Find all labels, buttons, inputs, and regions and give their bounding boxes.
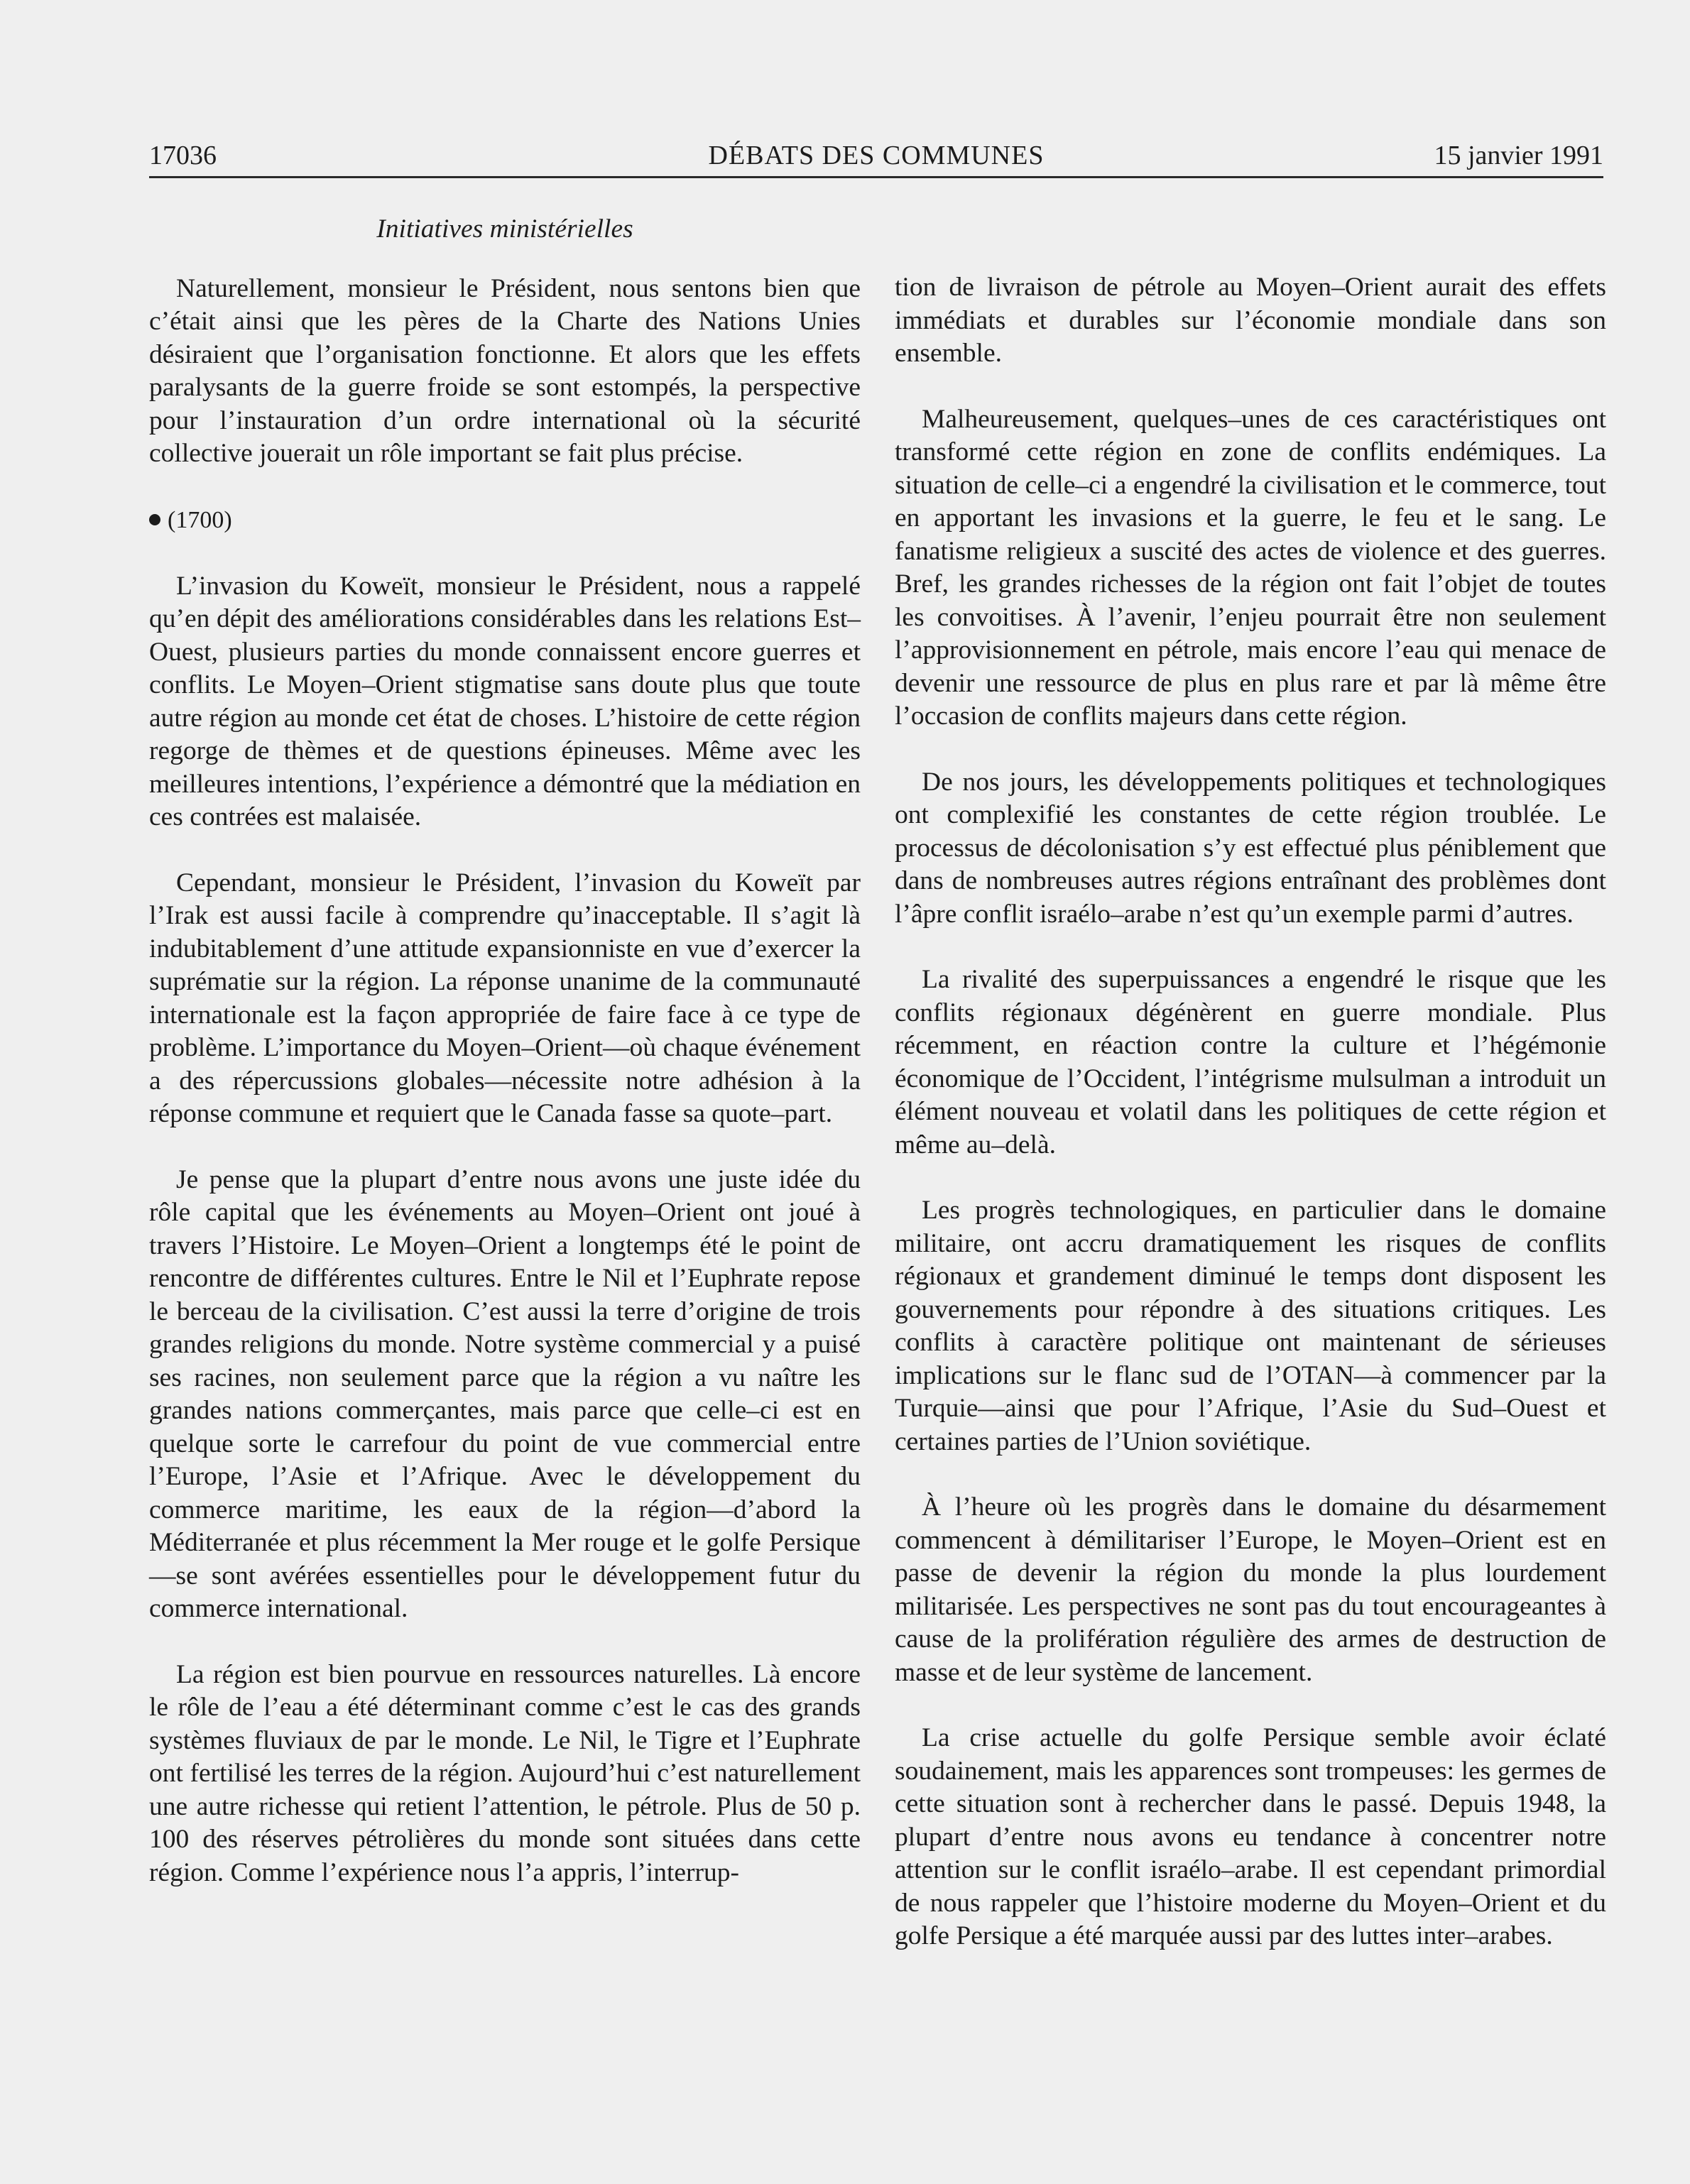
paragraph: Les progrès technologiques, en particulier dans le domaine militaire, ont accru dramatiquement les risques de conflits régionaux et grandement diminué le temps dont disposent les gouvernements pour répondre à des situations critiques. Les conflits à caractère politique ont maintenant de sérieuses implications sur le flanc sud de l’OTAN—à commencer par la Turquie—ainsi que pour l’Afrique, l’Asie du Sud–Ouest et certaines parties de l’Union soviétique.: [895, 1196, 1606, 1456]
page-header: [149, 139, 1603, 178]
page-number: 17036: [149, 141, 217, 170]
time-marker: [149, 503, 861, 537]
paragraph: tion de livraison de pétrole au Moyen–Orient aurait des effets immédiats et durables sur l’économie mondiale dans son ensemble.: [895, 273, 1606, 368]
paragraph: Je pense que la plupart d’entre nous avons une juste idée du rôle capital que les événements au Moyen–Orient ont joué à travers l’Histoire. Le Moyen–Orient a longtemps été le point de rencontre de différentes cultures. Entre le Nil et l’Euphrate repose le berceau de la civilisation. C’est aussi la terre d’origine de trois grandes religions du monde. Notre système commercial y a puisé ses racines, non seulement parce que la région a vu naître les grandes nations commerçantes, mais parce que celle–ci est en quelque sorte le carrefour du point de vue commercial entre l’Europe, l’Asie et l’Afrique. Avec le développement du commerce maritime, les eaux de la région—d’abord la Méditerranée et plus récemment la Mer rouge et le golfe Persique—se sont avérées essentielles pour le développement futur du commerce international.: [149, 1164, 861, 1623]
paragraph: Cependant, monsieur le Président, l’invasion du Koweït par l’Irak est aussi facile à comprendre qu’inacceptable. Il s’agit là indubitablement d’une attitude expansionniste en vue d’exercer la suprématie sur la région. La réponse unanime de la communauté internationale est la façon appropriée de faire face à ce type de problème. L’importance du Moyen–Orient—où chaque événement a des répercussions globales—nécessite notre adhésion à la réponse commune et requiert que le Canada fasse sa quote–part.: [149, 868, 861, 1128]
paragraph: À l’heure où les progrès dans le domaine du désarmement commencent à démilitariser l’Europe, le Moyen–Orient est en passe de devenir la région du monde la plus lourdement militarisée. Les perspectives ne sont pas du tout encourageantes à cause de la prolifération régulière des armes de destruction de masse et de leur système de lancement.: [895, 1492, 1606, 1687]
paragraph: La rivalité des superpuissances a engendré le risque que les conflits régionaux dégénèrent en guerre mondiale. Plus récemment, en réaction contre la culture et l’hégémonie économique de l’Occident, l’intégrisme mulsulman a introduit un élément nouveau et volatil dans les politiques de cette région et même au–delà.: [895, 965, 1606, 1159]
right-column: [895, 271, 1606, 1986]
paragraph: La crise actuelle du golfe Persique semble avoir éclaté soudainement, mais les apparences sont trompeuses: les germes de cette situation sont à rechercher dans le passé. Depuis 1948, la plupart d’entre nous avons eu tendance à concentrer notre attention sur le conflit israélo–arabe. Il est cependant primordial de nous rappeler que l’histoire moderne du Moyen–Orient et du golfe Persique a été marquée aussi par des luttes inter–arabes.: [895, 1723, 1606, 1950]
time-marker-label: (1700): [168, 506, 232, 533]
publication-date: 15 janvier 1991: [1434, 141, 1603, 170]
paragraph: L’invasion du Koweït, monsieur le Président, nous a rappelé qu’en dépit des améliorations considérables dans les relations Est–Ouest, plusieurs parties du monde connaissent encore guerres et conflits. Le Moyen–Orient stigmatise sans doute plus que toute autre région au monde cet état de choses. L’histoire de cette région regorge de thèmes et de questions épineuses. Même avec les meilleures intentions, l’expérience a démontré que la médiation en ces contrées est malaisée.: [149, 571, 861, 831]
bullet-icon: [149, 514, 160, 525]
section-title: Initiatives ministérielles: [376, 214, 633, 244]
paragraph: Naturellement, monsieur le Président, nous sentons bien que c’était ainsi que les pères de la Charte des Nations Unies désiraient que l’organisation fonctionne. Et alors que les effets paralysants de la guerre froide se sont estompés, la perspective pour l’instauration d’un ordre international où la sécurité collective jouerait un rôle important se fait plus précise.: [149, 273, 861, 468]
paragraph: De nos jours, les développements politiques et technologiques ont complexifié les constantes de cette région troublée. Le processus de décolonisation s’y est effectué plus péniblement que dans de nombreuses autres régions entraînant des problèmes dont l’âpre conflit israélo–arabe n’est qu’un exemple parmi d’autres.: [895, 767, 1606, 929]
paragraph: Malheureusement, quelques–unes de ces caractéristiques ont transformé cette région en zone de conflits endémiques. La situation de celle–ci a engendré la civilisation et le commerce, tout en apportant les invasions et la guerre, le feu et le sang. Le fanatisme religieux a suscité des actes de violence et des guerres. Bref, les grandes richesses de la région ont fait l’objet de toutes les convoitises. À l’avenir, l’enjeu pourrait être non seulement l’approvisionnement en pétrole, mais encore l’eau qui menace de devenir une ressource de plus en plus rare et par là même être l’occasion de conflits majeurs dans cette région.: [895, 404, 1606, 731]
publication-title: DÉBATS DES COMMUNES: [708, 141, 1045, 170]
paragraph: La région est bien pourvue en ressources naturelles. Là encore le rôle de l’eau a été déterminant comme c’est le cas des grands systèmes fluviaux de par le monde. Le Nil, le Tigre et l’Euphrate ont fertilisé les terres de la région. Aujourd’hui c’est naturellement une autre richesse qui retient l’attention, le pétrole. Plus de 50 p. 100 des réserves pétrolières du monde sont situées dans cette région. Comme l’expérience nous l’a appris, l’interrup-: [149, 1659, 861, 1887]
left-column: [149, 213, 861, 1922]
